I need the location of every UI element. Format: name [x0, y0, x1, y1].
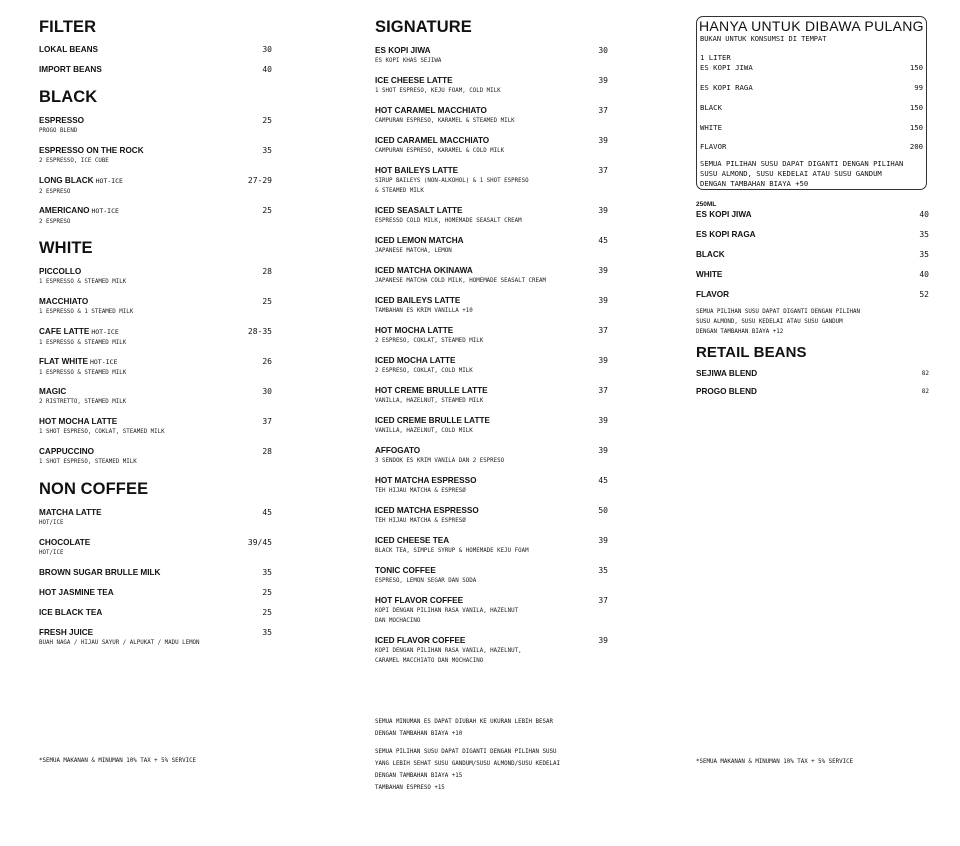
menu-item	[39, 416, 272, 446]
menu-item	[39, 567, 272, 587]
menu-item	[375, 565, 608, 595]
footnote-tax: *SEMUA MAKANAN & MINUMAN 10% TAX + 5% SERVICE	[696, 759, 854, 765]
item-description: HOT/ICE	[39, 520, 64, 526]
menu-item	[39, 587, 272, 607]
item-description: TEH HIJAU MATCHA & ESPRESØ	[375, 488, 466, 494]
item-name: ICED SEASALT LATTE	[375, 206, 463, 215]
item-price: 39	[598, 296, 608, 305]
item-name: AMERICANO HOT-ICE	[39, 206, 119, 215]
item-price: 30	[598, 46, 608, 55]
item-name: FLAT WHITE HOT-ICE	[39, 357, 118, 366]
item-name: ICED CHEESE TEA	[375, 536, 450, 545]
item-price: 35	[262, 628, 272, 637]
item-name: ESPRESSO	[39, 116, 85, 125]
menu-item	[375, 45, 608, 75]
item-name: TONIC COFFEE	[375, 566, 436, 575]
section-signature	[375, 17, 608, 664]
section-title: WHITE	[39, 239, 93, 257]
item-name: ES KOPI JIWA	[375, 46, 431, 55]
takeaway-item: ES KOPI RAGA 99	[700, 83, 923, 92]
section-title: BLACK	[39, 88, 98, 106]
item-price: 25	[262, 297, 272, 306]
footnote-tax: *SEMUA MAKANAN & MINUMAN 10% TAX + 5% SERVICE	[39, 758, 197, 764]
item-description: BLACK TEA, SIMPLE SYRUP & HOMEMADE KEJU FOAM	[375, 548, 529, 554]
item-description: SIRUP BAILEYS (NON-ALKOHOL) & 1 SHOT ESPRESO	[375, 178, 529, 184]
item-price: 39	[598, 356, 608, 365]
item-description: KOPI DENGAN PILIHAN RASA VANILA, HAZELNUT	[375, 608, 519, 614]
menu-item	[39, 205, 272, 235]
item-name: HOT FLAVOR COFFEE	[375, 596, 464, 605]
item-description: DAN MOCHACINO	[375, 618, 421, 624]
item-tag: HOT-ICE	[89, 358, 118, 366]
item-tag: HOT-ICE	[95, 177, 123, 185]
item-price: 39/45	[247, 538, 272, 547]
menu-item	[375, 295, 608, 325]
item-name: HOT MATCHA ESPRESSO	[375, 476, 477, 485]
item-description: TEH HIJAU MATCHA & ESPRESØ	[375, 518, 466, 524]
takeaway-subtitle: BUKAN UNTUK KONSUMSI DI TEMPAT	[700, 35, 827, 43]
menu-item	[375, 165, 608, 205]
menu-item	[39, 356, 272, 386]
item-description: 2 ESPRESO	[39, 219, 71, 225]
small-item: WHITE 40	[696, 270, 929, 279]
item-description: JAPANESE MATCHA, LEMON	[375, 248, 452, 254]
small-item: BLACK 35	[696, 250, 929, 259]
item-price: 35	[598, 566, 608, 575]
item-name: ICE CHEESE LATTE	[375, 76, 453, 85]
item-name: ICED CARAMEL MACCHIATO	[375, 136, 490, 145]
item-price: 39	[598, 416, 608, 425]
item-name: ICE BLACK TEA	[39, 608, 103, 617]
item-name: MACCHIATO	[39, 297, 89, 306]
item-price: 37	[598, 326, 608, 335]
item-description: HOT/ICE	[39, 550, 64, 556]
menu-item	[375, 505, 608, 535]
item-name: CAPPUCCINO	[39, 447, 95, 456]
section-title: RETAIL BEANS	[696, 344, 807, 361]
item-price: 39	[598, 446, 608, 455]
menu-item	[375, 75, 608, 105]
menu-item	[375, 445, 608, 475]
item-description: ESPRESO, LEMON SEGAR DAN SODA	[375, 578, 477, 584]
menu-item	[375, 385, 608, 415]
menu-item	[375, 235, 608, 265]
item-name: HOT JASMINE TEA	[39, 588, 114, 597]
menu-item	[39, 607, 272, 627]
item-price: 45	[598, 236, 608, 245]
item-name: HOT MOCHA LATTE	[39, 417, 118, 426]
item-price: 50	[598, 506, 608, 515]
item-name: ICED MOCHA LATTE	[375, 356, 456, 365]
item-price: 39	[598, 136, 608, 145]
item-price: 30	[262, 45, 272, 54]
item-name: ICED LEMON MATCHA	[375, 236, 464, 245]
item-description: 1 ESPRESSO & STEAMED MILK	[39, 279, 127, 285]
item-price: 37	[598, 596, 608, 605]
item-description: CARAMEL MACCHIATO DAN MOCHACINO	[375, 658, 484, 664]
menu-item	[375, 635, 608, 675]
item-description: 2 ESPRESO, COKLAT, STEAMED MILK	[375, 338, 484, 344]
item-description: BUAH NAGA / HIJAU SAYUR / ALPUKAT / MADU LEMON	[39, 640, 200, 646]
item-description: PROGO BLEND	[39, 128, 78, 134]
menu-item	[375, 475, 608, 505]
menu-item	[375, 105, 608, 135]
size-label-250ml: 250ML	[696, 201, 717, 208]
menu-item	[39, 507, 272, 537]
note-milk-substitute: SEMUA PILIHAN SUSU DAPAT DIGANTI DENGAN PILIHAN SUSU YANG LEBIH SEHAT SUSU GANDUM/SUSU ALMOND/SUSU KEDELAI DENGAN TAMBAHAN BIAYA +15 TAMBAHAN ESPRESO +15	[375, 749, 560, 791]
menu-item	[39, 627, 272, 657]
item-price: 40	[262, 65, 272, 74]
item-price: 30	[262, 387, 272, 396]
menu-item	[39, 175, 272, 205]
item-price: 39	[598, 536, 608, 545]
item-description: 3 SENDOK ES KRIM VANILA DAN 2 ESPRESO	[375, 458, 505, 464]
item-name: LOKAL BEANS	[39, 45, 98, 54]
item-price: 25	[262, 206, 272, 215]
section-black	[39, 87, 272, 225]
menu-item	[375, 205, 608, 235]
item-name: CAFE LATTE HOT-ICE	[39, 327, 119, 336]
item-price: 25	[262, 608, 272, 617]
takeaway-box	[696, 16, 927, 190]
item-price: 37	[598, 386, 608, 395]
menu-item	[39, 446, 272, 476]
item-name: MAGIC	[39, 387, 67, 396]
item-description: 2 ESPRESO	[39, 189, 71, 195]
item-price: 39	[598, 636, 608, 645]
menu-item	[375, 535, 608, 565]
section-title: SIGNATURE	[375, 18, 472, 36]
item-price: 27-29	[247, 176, 272, 185]
item-name: CHOCOLATE	[39, 538, 91, 547]
section-filter	[39, 17, 272, 74]
section-retail-beans	[696, 343, 929, 363]
item-description: 1 ESPRESSO & STEAMED MILK	[39, 340, 127, 346]
item-description: 1 SHOT ESPRESO, STEAMED MILK	[39, 459, 137, 465]
item-description: JAPANESE MATCHA COLD MILK, HOMEMADE SEASALT CREAM	[375, 278, 547, 284]
small-note: SEMUA PILIHAN SUSU DAPAT DIGANTI DENGAN PILIHAN SUSU ALMOND, SUSU KEDELAI ATAU SUSU GANDUM DENGAN TAMBAHAN BIAYA +12	[696, 309, 861, 335]
item-name: PICCOLLO	[39, 267, 82, 276]
note-ice-upsize: SEMUA MINUMAN ES DAPAT DIUBAH KE UKURAN LEBIH BESAR DENGAN TAMBAHAN BIAYA +10	[375, 719, 553, 737]
item-description: 1 SHOT ESPRESO, COKLAT, STEAMED MILK	[39, 429, 165, 435]
small-item: ES KOPI JIWA 40	[696, 210, 929, 219]
takeaway-item: WHITE 150	[700, 123, 923, 132]
takeaway-title: HANYA UNTUK DIBAWA PULANG	[699, 18, 924, 34]
item-description: & STEAMED MILK	[375, 188, 424, 194]
item-price: 35	[262, 146, 272, 155]
small-item: FLAVOR 52	[696, 290, 929, 299]
item-description: 2 ESPRESSO, ICE CUBE	[39, 158, 109, 164]
item-tag: HOT-ICE	[91, 328, 119, 336]
item-price: 37	[262, 417, 272, 426]
menu-item	[375, 415, 608, 445]
item-price: 25	[262, 116, 272, 125]
item-price: 39	[598, 76, 608, 85]
menu-item	[39, 537, 272, 567]
menu-item	[39, 326, 272, 356]
item-price: 26	[262, 357, 272, 366]
item-description: ESPRESSO COLD MILK, HOMEMADE SEASALT CREAM	[375, 218, 522, 224]
item-name: HOT BAILEYS LATTE	[375, 166, 459, 175]
item-price: 28	[262, 267, 272, 276]
section-non-coffee	[39, 479, 272, 646]
menu-item	[375, 265, 608, 295]
section-title: FILTER	[39, 18, 97, 36]
menu-item	[375, 135, 608, 165]
item-price: 45	[598, 476, 608, 485]
item-price: 39	[598, 206, 608, 215]
section-white	[39, 238, 272, 465]
menu-item	[39, 64, 272, 84]
menu-item	[39, 386, 272, 416]
retail-item: SEJIWA BLEND 82	[696, 369, 929, 378]
small-item: ES KOPI RAGA 35	[696, 230, 929, 239]
retail-item: PROGO BLEND 82	[696, 387, 929, 396]
item-name: AFFOGATO	[375, 446, 421, 455]
menu-item	[375, 325, 608, 355]
menu-item	[375, 355, 608, 385]
takeaway-item: BLACK 150	[700, 103, 923, 112]
item-description: 2 ESPRESO, COKLAT, COLD MILK	[375, 368, 473, 374]
item-name: MATCHA LATTE	[39, 508, 102, 517]
item-price: 28	[262, 447, 272, 456]
item-description: KOPI DENGAN PILIHAN RASA VANILA, HAZELNUT,	[375, 648, 522, 654]
item-name: HOT CARAMEL MACCHIATO	[375, 106, 487, 115]
menu-item	[39, 115, 272, 145]
menu-item	[39, 296, 272, 326]
item-description: VANILLA, HAZELNUT, COLD MILK	[375, 428, 473, 434]
item-name: HOT CREME BRULLE LATTE	[375, 386, 488, 395]
menu-item	[39, 266, 272, 296]
item-price: 25	[262, 588, 272, 597]
item-price: 37	[598, 106, 608, 115]
item-description: 1 ESPRESSO & STEAMED MILK	[39, 370, 127, 376]
item-description: 1 ESPRESSO & 1 STEAMED MILK	[39, 309, 134, 315]
item-name: IMPORT BEANS	[39, 65, 102, 74]
item-description: TAMBAHAN ES KRIM VANILLA +10	[375, 308, 473, 314]
item-name: HOT MOCHA LATTE	[375, 326, 454, 335]
item-price: 45	[262, 508, 272, 517]
item-price: 35	[262, 568, 272, 577]
item-description: 1 SHOT ESPRESO, KEJU FOAM, COLD MILK	[375, 88, 501, 94]
signature-list	[375, 45, 608, 675]
item-price: 39	[598, 266, 608, 275]
item-description: ES KOPI KHAS SEJIWA	[375, 58, 442, 64]
item-description: 2 RISTRETTO, STEAMED MILK	[39, 399, 127, 405]
takeaway-item: ES KOPI JIWA 150	[700, 63, 923, 72]
menu-item	[375, 595, 608, 635]
item-name: ICED MATCHA OKINAWA	[375, 266, 473, 275]
item-name: FRESH JUICE	[39, 628, 94, 637]
size-label: 1 LITER	[700, 53, 731, 62]
takeaway-item: FLAVOR 200	[700, 142, 923, 151]
item-name: LONG BLACK HOT-ICE	[39, 176, 123, 185]
section-title: NON COFFEE	[39, 480, 149, 498]
menu-item	[39, 44, 272, 64]
item-price: 37	[598, 166, 608, 175]
item-description: CAMPURAN ESPRESO, KARAMEL & COLD MILK	[375, 148, 505, 154]
item-description: CAMPURAN ESPRESO, KARAMEL & STEAMED MILK	[375, 118, 515, 124]
item-name: ICED MATCHA ESPRESSO	[375, 506, 479, 515]
item-name: ICED BAILEYS LATTE	[375, 296, 461, 305]
menu-item	[39, 145, 272, 175]
item-name: ESPRESSO ON THE ROCK	[39, 146, 144, 155]
item-price: 28-35	[247, 327, 272, 336]
item-name: BROWN SUGAR BRULLE MILK	[39, 568, 161, 577]
item-description: VANILLA, HAZELNUT, STEAMED MILK	[375, 398, 484, 404]
item-name: ICED CREME BRULLE LATTE	[375, 416, 490, 425]
item-tag: HOT-ICE	[91, 207, 119, 215]
takeaway-note: SEMUA PILIHAN SUSU DAPAT DIGANTI DENGAN PILIHAN SUSU ALMOND, SUSU KEDELAI ATAU SUSU GANDUM DENGAN TAMBAHAN BIAYA +50	[700, 159, 904, 188]
item-name: ICED FLAVOR COFFEE	[375, 636, 466, 645]
